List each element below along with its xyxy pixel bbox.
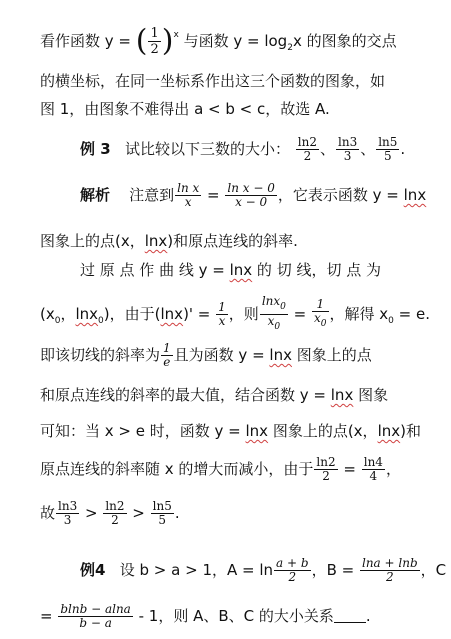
log-text: log [264, 32, 288, 50]
line-2: 的横坐标，在同一坐标系作出这三个函数的图象，如 [40, 72, 386, 90]
fraction-one-half: $\frac{1}{2}$ [150, 26, 159, 57]
line-7: 过 原 点 作 曲 线 y = lnx 的 切 线，切 点 为 [80, 261, 381, 279]
solution-label: 解析 [80, 186, 111, 204]
solution-heading: 解析 注意到 $\frac{\text{ln x}}{x}$ = $\frac{\text{ln x − 0}}{x - 0}$ ，它表示函数 y = lnx [80, 181, 427, 209]
line-8: ($x_0$，lnx$_0$)，由于(lnx)' = $\frac{1}{x}$ ，则 $\frac{\ln x_0}{x_0}$ = $\frac{1}{x_0}$ ，解得 $x_0 = e$. [40, 294, 431, 332]
example-3: 例 3 试比较以下三数的大小： $\frac{\ln 2}{2}$ 、 $\frac{\ln 3}{3}$ 、 $\frac{\ln 5}{5}$ . [80, 135, 406, 163]
text: 看作函数 y = [40, 32, 136, 50]
line-6: 图象上的点(x，lnx)和原点连线的斜率. [40, 232, 298, 250]
exponent: x [173, 30, 179, 40]
answer-blank[interactable] [334, 608, 366, 623]
example-label: 例4 [80, 561, 106, 579]
example-label: 例 3 [80, 140, 111, 158]
line-13: 故 $\frac{\ln 3}{3}$ > $\frac{\ln 2}{2}$ > $\frac{\ln 5}{5}$ . [40, 499, 180, 527]
line-1: 看作函数 y = ( $\frac{1}{2}$ )$^x$ 与函数 $y = \log_2x$ 的图象的交点 [40, 23, 397, 59]
line-15: = $\frac{blnb - alna}{b - a}$ - 1，则 A、B、C 的大小关系 . [40, 602, 371, 630]
line-12: 原点连线的斜率随 x 的增大而减小，由于 $\frac{\ln 2}{2}$ = $\frac{\ln 4}{4}$ ， [40, 455, 401, 483]
line-9: 即该切线的斜率为 $\frac{1}{e}$ 且为函数 y = lnx 图象上的点 [40, 341, 372, 369]
line-10: 和原点连线的斜率的最大值，结合函数 y = lnx 图象 [40, 386, 389, 404]
line-3: 图 1，由图象不难得出 a < b < c，故选 A. [40, 100, 330, 118]
line-11: 可知：当 x > e 时，函数 y = lnx 图象上的点(x，lnx)和 [40, 422, 421, 440]
example-4: 例4 设 b > a > 1，A = ln $\frac{a + b}{2}$ ，B = $\frac{\ln a + \ln b}{2}$ ，C [80, 556, 447, 584]
